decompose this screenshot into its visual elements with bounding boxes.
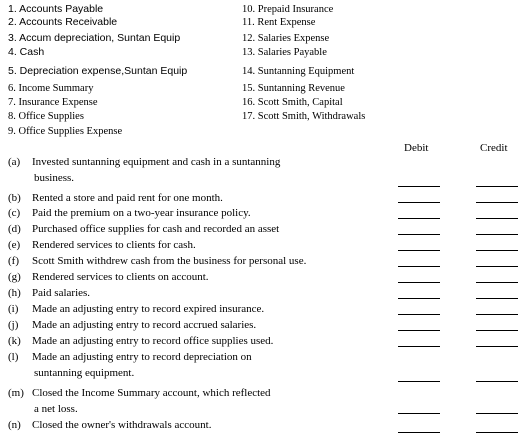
account-item: 15. Suntanning Revenue bbox=[242, 83, 345, 94]
credit-blank[interactable] bbox=[476, 250, 518, 251]
debit-blank[interactable] bbox=[398, 413, 440, 414]
credit-blank[interactable] bbox=[476, 282, 518, 283]
transaction-text: business. bbox=[34, 172, 75, 184]
account-item: 11. Rent Expense bbox=[242, 17, 316, 28]
transaction-label: (h) bbox=[8, 287, 21, 299]
debit-blank[interactable] bbox=[398, 314, 440, 315]
transaction-text: Rendered services to clients on account. bbox=[32, 271, 209, 283]
debit-blank[interactable] bbox=[398, 298, 440, 299]
credit-blank[interactable] bbox=[476, 266, 518, 267]
account-item: 2. Accounts Receivable bbox=[8, 16, 118, 28]
credit-blank[interactable] bbox=[476, 346, 518, 347]
transaction-text: Made an adjusting entry to record accrued salaries. bbox=[32, 319, 257, 331]
credit-blank[interactable] bbox=[476, 218, 518, 219]
account-item: 3. Accum depreciation, Suntan Equip bbox=[8, 32, 181, 44]
account-item: 4. Cash bbox=[8, 46, 45, 58]
transaction-h bbox=[8, 287, 90, 299]
transaction-label: (l) bbox=[8, 351, 19, 363]
transaction-label: (c) bbox=[8, 207, 21, 219]
transaction-d bbox=[8, 223, 279, 235]
credit-blank[interactable] bbox=[476, 381, 518, 382]
credit-blank[interactable] bbox=[476, 314, 518, 315]
transaction-j bbox=[8, 319, 256, 331]
transaction-text: a net loss. bbox=[34, 403, 78, 415]
transaction-g bbox=[8, 271, 209, 283]
account-item: 10. Prepaid Insurance bbox=[242, 4, 334, 15]
transaction-text: Scott Smith withdrew cash from the business for personal use. bbox=[32, 255, 307, 267]
transaction-k bbox=[8, 335, 273, 347]
transaction-text: Rented a store and paid rent for one month. bbox=[32, 192, 223, 204]
transaction-text: Paid salaries. bbox=[32, 287, 91, 299]
debit-blank[interactable] bbox=[398, 250, 440, 251]
credit-column-header: Credit bbox=[480, 142, 508, 154]
account-item: 17. Scott Smith, Withdrawals bbox=[242, 111, 366, 122]
account-item: 1. Accounts Payable bbox=[8, 3, 104, 15]
transaction-text: Rendered services to clients for cash. bbox=[32, 239, 196, 251]
credit-blank[interactable] bbox=[476, 413, 518, 414]
credit-blank[interactable] bbox=[476, 330, 518, 331]
account-item: 9. Office Supplies Expense bbox=[8, 126, 123, 137]
transaction-label: (g) bbox=[8, 271, 21, 283]
transaction-text: Made an adjusting entry to record office supplies used. bbox=[32, 335, 274, 347]
account-item: 16. Scott Smith, Capital bbox=[242, 97, 343, 108]
debit-blank[interactable] bbox=[398, 234, 440, 235]
debit-column-header: Debit bbox=[404, 142, 429, 154]
credit-blank[interactable] bbox=[476, 202, 518, 203]
account-item: 5. Depreciation expense,Suntan Equip bbox=[8, 65, 188, 77]
account-item: 8. Office Supplies bbox=[8, 111, 84, 122]
credit-blank[interactable] bbox=[476, 298, 518, 299]
transaction-label: (m) bbox=[8, 387, 24, 399]
account-item: 13. Salaries Payable bbox=[242, 47, 327, 58]
transaction-text: suntanning equipment. bbox=[34, 367, 135, 379]
debit-blank[interactable] bbox=[398, 432, 440, 433]
account-item: 14. Suntanning Equipment bbox=[242, 66, 355, 77]
transaction-f bbox=[8, 255, 306, 267]
transaction-label: (k) bbox=[8, 335, 21, 347]
transaction-b bbox=[8, 192, 223, 204]
debit-blank[interactable] bbox=[398, 266, 440, 267]
transaction-a bbox=[8, 156, 280, 184]
transaction-text: Made an adjusting entry to record depreciation on bbox=[32, 351, 252, 363]
transaction-label: (f) bbox=[8, 255, 19, 267]
transaction-text: Closed the Income Summary account, which reflected bbox=[32, 387, 271, 399]
transaction-text: Invested suntanning equipment and cash in a suntanning bbox=[32, 156, 281, 168]
transaction-text: Paid the premium on a two-year insurance policy. bbox=[32, 207, 251, 219]
debit-blank[interactable] bbox=[398, 330, 440, 331]
transaction-text: Purchased office supplies for cash and recorded an asset bbox=[32, 223, 280, 235]
transaction-m bbox=[8, 387, 271, 415]
account-item: 7. Insurance Expense bbox=[8, 97, 98, 108]
transaction-e bbox=[8, 239, 196, 251]
credit-blank[interactable] bbox=[476, 234, 518, 235]
debit-blank[interactable] bbox=[398, 186, 440, 187]
transaction-label: (b) bbox=[8, 192, 21, 204]
transaction-label: (j) bbox=[8, 319, 19, 331]
debit-blank[interactable] bbox=[398, 381, 440, 382]
credit-blank[interactable] bbox=[476, 186, 518, 187]
transaction-label: (d) bbox=[8, 223, 21, 235]
transaction-c bbox=[8, 207, 251, 219]
debit-blank[interactable] bbox=[398, 218, 440, 219]
debit-blank[interactable] bbox=[398, 346, 440, 347]
debit-blank[interactable] bbox=[398, 202, 440, 203]
debit-blank[interactable] bbox=[398, 282, 440, 283]
transaction-text: Closed the owner's withdrawals account. bbox=[32, 419, 212, 431]
transaction-label: (e) bbox=[8, 239, 21, 251]
transaction-i bbox=[8, 303, 264, 315]
transaction-l bbox=[8, 351, 252, 379]
transaction-label: (a) bbox=[8, 156, 21, 168]
account-item: 6. Income Summary bbox=[8, 83, 94, 94]
transaction-label: (i) bbox=[8, 303, 19, 315]
transaction-n bbox=[8, 419, 211, 431]
credit-blank[interactable] bbox=[476, 432, 518, 433]
transaction-label: (n) bbox=[8, 419, 21, 431]
account-item: 12. Salaries Expense bbox=[242, 33, 330, 44]
transaction-text: Made an adjusting entry to record expired insurance. bbox=[32, 303, 265, 315]
